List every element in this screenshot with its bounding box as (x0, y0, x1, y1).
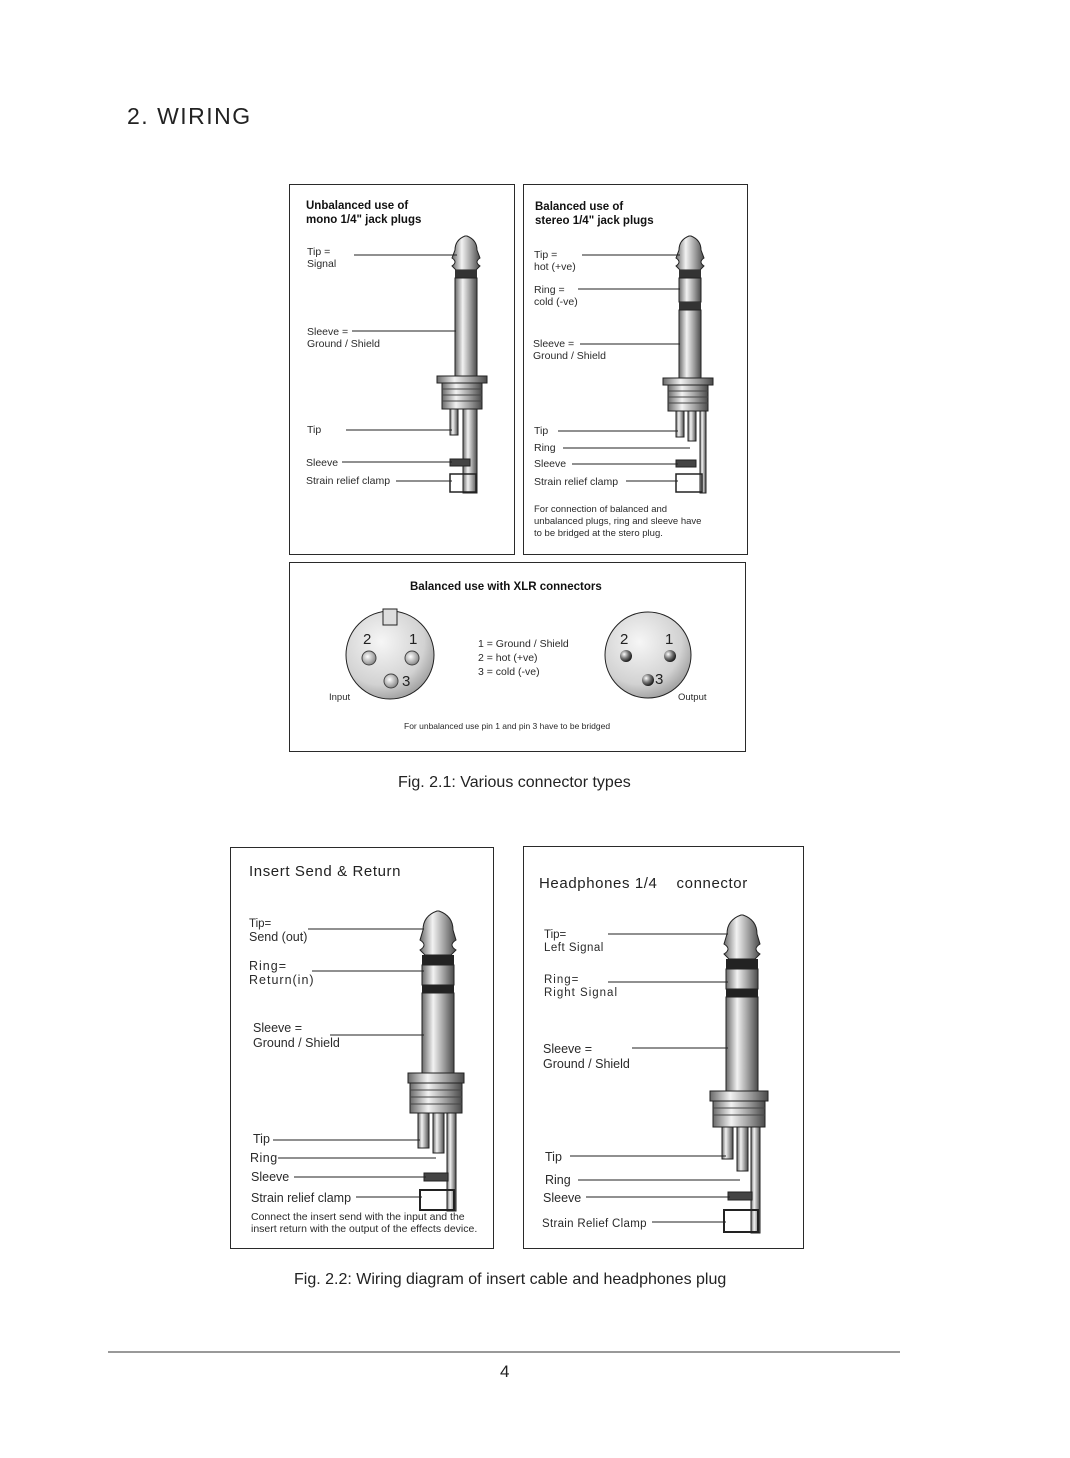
stereo-sleeve-label: Sleeve = (533, 338, 575, 350)
stereo-ring-desc: cold (-ve) (534, 296, 578, 308)
insert-ring-wire-label: Ring (250, 1151, 278, 1165)
stereo-note-line3: to be bridged at the stero plug. (534, 528, 663, 539)
stereo-sleeve-wire-label: Sleeve (534, 458, 567, 470)
mono-title-line1: Unbalanced use of (306, 200, 409, 212)
xlr-pin1-desc: 1 = Ground / Shield (478, 638, 569, 650)
section-heading: 2. WIRING (127, 103, 252, 129)
mono-tip-label: Tip = (307, 246, 331, 258)
xlr-output-label: Output (678, 692, 707, 703)
headphones-ring-label: Ring= (544, 974, 580, 986)
stereo-tip-desc: hot (+ve) (534, 261, 576, 273)
mono-plug-box (289, 184, 515, 555)
xlr-pin2-desc: 2 = hot (+ve) (478, 652, 538, 664)
mono-title-line2: mono 1/4" jack plugs (306, 214, 422, 226)
mono-clamp-label: Strain relief clamp (306, 475, 391, 487)
headphones-tip-desc: Left Signal (544, 942, 604, 954)
xlr-title: Balanced use with XLR connectors (410, 581, 602, 593)
insert-ring-label: Ring= (249, 959, 288, 973)
xlr-note: For unbalanced use pin 1 and pin 3 have to be bridged (404, 721, 611, 731)
mono-sleeve-desc: Ground / Shield (307, 338, 380, 350)
headphones-ring-wire-label: Ring (545, 1173, 571, 1187)
stereo-note-line2: unbalanced plugs, ring and sleeve have (534, 516, 702, 527)
headphones-tip-label: Tip= (544, 929, 567, 941)
mono-sleeve-wire-label: Sleeve (306, 457, 339, 469)
insert-sleeve-wire-label: Sleeve (251, 1170, 290, 1184)
insert-title: Insert Send & Return (249, 863, 402, 880)
insert-tip-desc: Send (out) (249, 930, 308, 944)
stereo-clamp-label: Strain relief clamp (534, 476, 619, 488)
stereo-title-line2: stereo 1/4" jack plugs (535, 215, 654, 227)
page-number: 4 (500, 1362, 510, 1381)
xlr-output-pin-2: 2 (620, 631, 629, 648)
stereo-ring-wire-label: Ring (534, 442, 556, 454)
mono-tip-wire-label: Tip (307, 424, 322, 436)
insert-sleeve-desc: Ground / Shield (253, 1036, 340, 1050)
insert-note-line1: Connect the insert send with the input and the (251, 1211, 465, 1223)
headphones-clamp-label: Strain Relief Clamp (542, 1218, 647, 1230)
stereo-tip-wire-label: Tip (534, 425, 549, 437)
headphones-sleeve-label: Sleeve = (543, 1042, 592, 1056)
insert-sleeve-label: Sleeve = (253, 1021, 302, 1035)
stereo-tip-label: Tip = (534, 249, 558, 261)
stereo-ring-label: Ring = (534, 284, 565, 296)
insert-ring-desc: Return(in) (249, 973, 315, 987)
insert-tip-wire-label: Tip (253, 1132, 270, 1146)
xlr-output-pin-3: 3 (655, 671, 664, 688)
xlr-input-pin-2: 2 (363, 631, 372, 648)
xlr-pin3-desc: 3 = cold (-ve) (478, 666, 540, 678)
mono-tip-desc: Signal (307, 258, 337, 270)
insert-note-line2: insert return with the output of the effects device. (251, 1223, 478, 1235)
stereo-note-line1: For connection of balanced and (534, 504, 668, 515)
xlr-output-pin-1: 1 (665, 631, 674, 648)
stereo-title-line1: Balanced use of (535, 201, 624, 213)
headphones-tip-wire-label: Tip (545, 1150, 562, 1164)
headphones-ring-desc: Right Signal (544, 987, 619, 999)
xlr-input-pin-1: 1 (409, 631, 418, 648)
xlr-input-label: Input (329, 692, 351, 703)
headphones-sleeve-wire-label: Sleeve (543, 1191, 582, 1205)
mono-sleeve-label: Sleeve = (307, 326, 349, 338)
fig2-caption: Fig. 2.2: Wiring diagram of insert cable and headphones plug (294, 1271, 727, 1288)
headphones-sleeve-desc: Ground / Shield (543, 1057, 630, 1071)
insert-clamp-label: Strain relief clamp (251, 1191, 352, 1205)
stereo-plug-box (523, 184, 748, 555)
headphones-title: Headphones 1/4 connector (539, 875, 748, 892)
xlr-input-pin-3: 3 (402, 673, 411, 690)
insert-tip-label: Tip= (249, 918, 272, 930)
fig1-caption: Fig. 2.1: Various connector types (398, 774, 631, 791)
stereo-sleeve-desc: Ground / Shield (533, 350, 606, 362)
